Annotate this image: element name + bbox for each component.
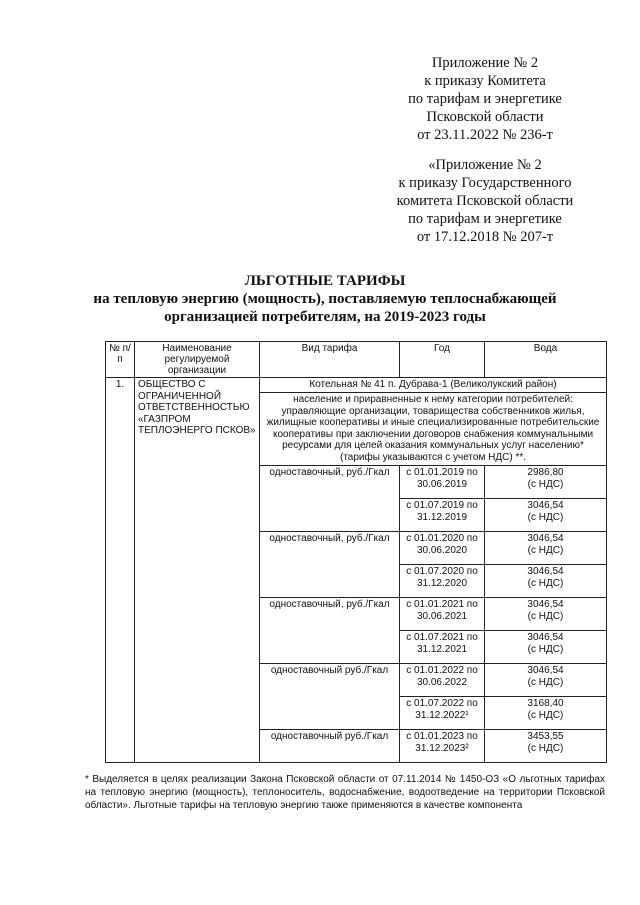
title-line: на тепловую энергию (мощность), поставляемую теплоснабжающей — [93, 291, 557, 307]
organization-name: ОБЩЕСТВО С ОГРАНИЧЕННОЙ ОТВЕТСТВЕННОСТЬЮ «ГАЗПРОМ ТЕПЛОЭНЕРГО ПСКОВ» — [135, 378, 260, 763]
period: с 01.07.2021 по 31.12.2021 — [400, 631, 485, 664]
tariff-type: одноставочный, руб./Гкал — [260, 532, 400, 598]
period: с 01.01.2023 по 31.12.2023² — [400, 730, 485, 763]
appendix-line: «Приложение № 2 — [428, 157, 542, 173]
title-line: организацией потребителям, на 2019-2023 годы — [164, 309, 486, 325]
tariff-value — [485, 532, 607, 565]
value: 3046,54 — [527, 533, 564, 544]
header-type: Вид тарифа — [260, 342, 400, 378]
tariff-type: одноставочный, руб./Гкал — [260, 466, 400, 532]
tariff-value — [485, 631, 607, 664]
table-row — [106, 378, 607, 393]
header-org: Наименование регулируемой организации — [135, 342, 260, 378]
tariff-value — [485, 565, 607, 598]
tariff-value — [485, 598, 607, 631]
header-year: Год — [400, 342, 485, 378]
vat-note: (с НДС) — [527, 479, 564, 490]
value: 3168,40 — [527, 698, 564, 709]
period: с 01.07.2020 по 31.12.2020 — [400, 565, 485, 598]
value: 3046,54 — [527, 665, 564, 676]
period: с 01.01.2019 по 30.06.2019 — [400, 466, 485, 499]
vat-note: (с НДС) — [527, 611, 564, 622]
appendix-line: от 17.12.2018 № 207-т — [416, 229, 554, 245]
appendix-line: по тарифам и энергетике — [408, 211, 562, 227]
period: с 01.01.2022 по 30.06.2022 — [400, 664, 485, 697]
value: 3046,54 — [527, 500, 564, 511]
consumer-category: население и приравненные к нему категории потребителей: управляющие организации, товарищества собственников жилья, жилищные кооперативы и иные специализированные потребительские кооперативы при заключении договоров снабжения коммунальными ресурсами для целей оказания коммунальных услуг населению* (тарифы указываются с учетом НДС) **. — [260, 393, 607, 466]
header-water: Вода — [485, 342, 607, 378]
period: с 01.07.2019 по 31.12.2019 — [400, 499, 485, 532]
row-number: 1. — [106, 378, 135, 763]
header-num: № п/п — [106, 342, 135, 378]
tariff-value — [485, 499, 607, 532]
tariff-value — [485, 697, 607, 730]
tariff-type: одноставочный, руб./Гкал — [260, 598, 400, 664]
value: 3046,54 — [527, 632, 564, 643]
tariff-value — [485, 664, 607, 697]
table-header-row — [106, 342, 607, 378]
appendix-line: по тарифам и энергетике — [408, 91, 562, 107]
appendix-line: от 23.11.2022 № 236-т — [417, 127, 553, 143]
value: 3046,54 — [527, 566, 564, 577]
vat-note: (с НДС) — [527, 545, 564, 556]
appendix-current-header — [370, 54, 600, 144]
footnote: * Выделяется в целях реализации Закона Псковской области от 07.11.2014 № 1450-ОЗ «О льготных тарифах на тепловую энергию (мощность), теплоноситель, водоснабжение, водоотведение на территории Псковской области». Льготные тарифы на тепловую энергию также применяются в качестве компонента — [85, 774, 605, 811]
period: с 01.01.2021 по 30.06.2021 — [400, 598, 485, 631]
document-title — [60, 272, 590, 326]
appendix-line: Приложение № 2 — [431, 55, 539, 71]
vat-note: (с НДС) — [527, 644, 564, 655]
appendix-line: к приказу Государственного — [398, 175, 572, 191]
appendix-original-header — [370, 156, 600, 246]
title-line: ЛЬГОТНЫЕ ТАРИФЫ — [244, 273, 406, 289]
tariff-type: одноставочный руб./Гкал — [260, 664, 400, 730]
period: с 01.01.2020 по 30.06.2020 — [400, 532, 485, 565]
tariff-type: одноставочный руб./Гкал — [260, 730, 400, 763]
vat-note: (с НДС) — [527, 743, 564, 754]
value: 3453,55 — [527, 731, 564, 742]
tariff-value — [485, 730, 607, 763]
appendix-line: к приказу Комитета — [424, 73, 546, 89]
vat-note: (с НДС) — [527, 710, 564, 721]
boiler-name: Котельная № 41 п. Дубрава-1 (Великолукский район) — [260, 378, 607, 393]
period: с 01.07.2022 по 31.12.2022¹ — [400, 697, 485, 730]
appendix-line: Псковской области — [426, 109, 544, 125]
tariff-table — [105, 341, 607, 763]
value: 3046,54 — [527, 599, 564, 610]
vat-note: (с НДС) — [527, 578, 564, 589]
value: 2986,80 — [527, 467, 564, 478]
vat-note: (с НДС) — [527, 677, 564, 688]
vat-note: (с НДС) — [527, 512, 564, 523]
tariff-value — [485, 466, 607, 499]
appendix-line: комитета Псковской области — [396, 193, 574, 209]
